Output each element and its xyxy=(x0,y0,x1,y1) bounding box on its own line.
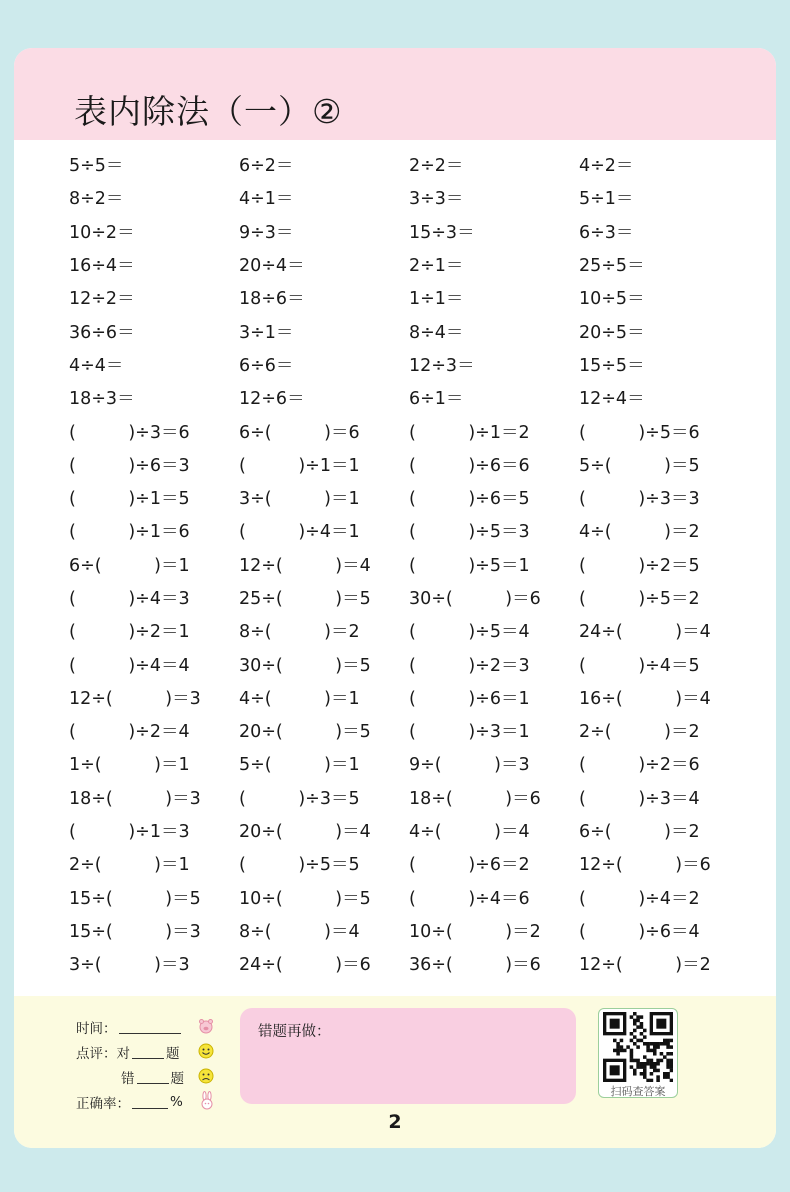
time-line xyxy=(76,1014,184,1039)
score-box xyxy=(76,1014,184,1114)
exercise-item[interactable]: 6÷3＝ xyxy=(579,222,634,243)
exercise-item[interactable]: 8÷( )＝2 xyxy=(239,622,360,643)
exercise-item[interactable]: ( )÷5＝3 xyxy=(409,522,530,543)
redo-box[interactable] xyxy=(240,1008,576,1104)
exercise-item[interactable]: 6÷( )＝2 xyxy=(579,822,700,843)
exercise-item[interactable]: 24÷( )＝4 xyxy=(579,622,711,643)
rabbit-icon xyxy=(200,1091,214,1111)
exercise-item[interactable]: 6÷( )＝6 xyxy=(239,422,360,443)
exercise-item[interactable]: 4÷( )＝1 xyxy=(239,688,360,709)
exercise-item[interactable]: ( )÷6＝4 xyxy=(579,921,700,942)
exercise-row xyxy=(69,881,749,914)
exercise-item[interactable]: ( )÷3＝1 xyxy=(409,722,530,743)
exercise-item[interactable]: 20÷( )＝4 xyxy=(239,822,371,843)
exercise-item[interactable]: 1÷1＝ xyxy=(409,289,464,310)
exercise-row xyxy=(69,814,749,847)
page-number: 2 xyxy=(388,1111,402,1133)
exercise-item[interactable]: 5÷( )＝1 xyxy=(239,755,360,776)
exercise-item[interactable]: 6÷2＝ xyxy=(239,156,294,177)
exercise-item[interactable]: ( )÷4＝3 xyxy=(69,589,190,609)
percent-sign: % xyxy=(170,1093,183,1110)
exercise-item[interactable]: 4÷( )＝2 xyxy=(579,522,700,543)
exercise-item[interactable]: 10÷( )＝5 xyxy=(239,888,371,909)
qr-caption: 扫码查答案 xyxy=(610,1085,666,1098)
exercise-item[interactable]: 3÷( )＝1 xyxy=(239,489,360,510)
exercise-item[interactable]: ( )÷2＝4 xyxy=(69,722,190,743)
exercise-item[interactable]: 4÷( )＝4 xyxy=(409,822,530,843)
exercise-item[interactable]: ( )÷3＝6 xyxy=(69,422,190,443)
worksheet-page xyxy=(14,48,776,1148)
exercise-item[interactable]: 4÷1＝ xyxy=(239,189,294,210)
exercise-item[interactable]: ( )÷5＝5 xyxy=(239,855,360,876)
exercise-item[interactable]: 9÷3＝ xyxy=(239,222,294,243)
exercise-item[interactable]: ( )÷4＝1 xyxy=(239,522,360,543)
exercise-item[interactable]: 18÷6＝ xyxy=(239,289,305,310)
exercise-item[interactable]: 5÷( )＝5 xyxy=(579,455,700,476)
exercise-item[interactable]: ( )÷1＝2 xyxy=(409,422,530,443)
exercise-item[interactable]: 2÷2＝ xyxy=(409,156,464,177)
exercise-item[interactable]: 2÷( )＝2 xyxy=(579,722,700,743)
exercise-item[interactable]: 15÷3＝ xyxy=(409,222,475,243)
exercise-item[interactable]: ( )÷1＝1 xyxy=(239,455,360,476)
exercise-item[interactable]: 12÷4＝ xyxy=(579,389,645,410)
exercise-row xyxy=(69,714,749,747)
exercise-item[interactable]: 15÷( )＝3 xyxy=(69,921,201,942)
exercise-row xyxy=(69,581,749,614)
exercise-item[interactable]: 30÷( )＝6 xyxy=(409,589,541,609)
exercise-item[interactable]: 15÷5＝ xyxy=(579,355,645,376)
exercise-item[interactable]: ( )÷4＝4 xyxy=(69,655,190,676)
exercise-row xyxy=(69,681,749,714)
qr-card[interactable] xyxy=(598,1008,678,1098)
exercise-item[interactable]: ( )÷6＝3 xyxy=(69,455,190,476)
wrong-unit: 题 xyxy=(170,1070,184,1087)
smile-face-icon xyxy=(198,1043,214,1059)
exercise-row xyxy=(69,947,749,980)
exercise-row xyxy=(69,747,749,780)
exercise-item[interactable]: 18÷( )＝6 xyxy=(409,788,541,809)
exercise-item[interactable]: ( )÷2＝6 xyxy=(579,755,700,776)
exercise-row xyxy=(69,847,749,880)
exercise-row xyxy=(69,481,749,514)
exercise-row xyxy=(69,614,749,647)
exercise-item[interactable]: ( )÷2＝5 xyxy=(579,555,700,576)
exercise-item[interactable]: 8÷4＝ xyxy=(409,322,464,343)
exercise-item[interactable]: ( )÷5＝1 xyxy=(409,555,530,576)
sad-face-icon xyxy=(198,1068,214,1084)
exercise-item[interactable]: 4÷4＝ xyxy=(69,355,124,376)
exercise-item[interactable]: 20÷4＝ xyxy=(239,256,305,277)
exercise-row xyxy=(69,314,749,347)
exercise-item[interactable]: 25÷( )＝5 xyxy=(239,589,371,609)
exercise-item[interactable]: 12÷( )＝6 xyxy=(579,855,711,876)
exercise-item[interactable]: 36÷6＝ xyxy=(69,322,135,343)
pig-face-icon xyxy=(198,1018,214,1034)
wrong-label: 错 xyxy=(121,1070,135,1087)
exercise-item[interactable]: ( )÷1＝3 xyxy=(69,822,190,843)
exercise-item[interactable]: 18÷( )＝3 xyxy=(69,788,201,809)
exercise-item[interactable]: 25÷5＝ xyxy=(579,256,645,277)
exercise-item[interactable]: 6÷( )＝1 xyxy=(69,555,190,576)
exercise-item[interactable]: 10÷5＝ xyxy=(579,289,645,310)
exercise-item[interactable]: ( )÷4＝2 xyxy=(579,888,700,909)
exercise-item[interactable]: 3÷1＝ xyxy=(239,322,294,343)
accuracy-label: 正确率： xyxy=(76,1095,130,1112)
exercise-item[interactable]: 10÷( )＝2 xyxy=(409,921,541,942)
exercise-item[interactable]: 5÷5＝ xyxy=(69,156,124,177)
exercise-item[interactable]: ( )÷2＝1 xyxy=(69,622,190,643)
exercise-item[interactable]: 15÷( )＝5 xyxy=(69,888,201,909)
exercise-row xyxy=(69,781,749,814)
wrong-line xyxy=(76,1064,184,1089)
exercise-item[interactable]: ( )÷1＝5 xyxy=(69,489,190,510)
exercise-item[interactable]: 20÷5＝ xyxy=(579,322,645,343)
exercise-item[interactable]: ( )÷4＝5 xyxy=(579,655,700,676)
exercise-item[interactable]: 12÷( )＝4 xyxy=(239,555,371,576)
exercise-row xyxy=(69,215,749,248)
exercise-item[interactable]: 2÷( )＝1 xyxy=(69,855,190,876)
exercise-item[interactable]: 12÷6＝ xyxy=(239,389,305,410)
correct-count-blank[interactable] xyxy=(132,1044,164,1059)
page-title: 表内除法（一）② xyxy=(74,92,343,131)
exercise-item[interactable]: ( )÷3＝3 xyxy=(579,489,700,510)
exercise-item[interactable]: 16÷( )＝4 xyxy=(579,688,711,709)
time-label: 时间： xyxy=(76,1020,117,1037)
exercise-item[interactable]: 30÷( )＝5 xyxy=(239,655,371,676)
exercise-item[interactable]: ( )÷2＝3 xyxy=(409,655,530,676)
exercise-row xyxy=(69,148,749,181)
correct-unit: 题 xyxy=(166,1045,180,1062)
exercise-row xyxy=(69,248,749,281)
exercise-item[interactable]: 12÷3＝ xyxy=(409,355,475,376)
redo-label: 错题再做： xyxy=(258,1024,331,1040)
exercise-item[interactable]: ( )÷5＝6 xyxy=(579,422,700,443)
exercise-row xyxy=(69,414,749,447)
exercise-item[interactable]: 36÷( )＝6 xyxy=(409,955,541,976)
footer-panel xyxy=(14,996,776,1148)
exercise-item[interactable]: 8÷2＝ xyxy=(69,189,124,210)
exercise-row xyxy=(69,647,749,680)
exercise-row xyxy=(69,381,749,414)
exercise-row xyxy=(69,281,749,314)
exercise-item[interactable]: 2÷1＝ xyxy=(409,256,464,277)
exercise-item[interactable]: 12÷( )＝3 xyxy=(69,688,201,709)
exercise-item[interactable]: 4÷2＝ xyxy=(579,156,634,177)
exercise-grid xyxy=(69,148,749,980)
wrong-count-blank[interactable] xyxy=(137,1069,169,1084)
exercise-item[interactable]: ( )÷4＝6 xyxy=(409,888,530,909)
exercise-item[interactable]: ( )÷3＝5 xyxy=(239,788,360,809)
exercise-item[interactable]: 6÷1＝ xyxy=(409,389,464,410)
exercise-item[interactable]: 9÷( )＝3 xyxy=(409,755,530,776)
exercise-row xyxy=(69,548,749,581)
exercise-item[interactable]: 12÷( )＝2 xyxy=(579,955,711,976)
exercise-row xyxy=(69,348,749,381)
comment-label: 点评：对 xyxy=(76,1045,130,1062)
exercise-row xyxy=(69,181,749,214)
exercise-item[interactable]: ( )÷1＝6 xyxy=(69,522,190,543)
exercise-item[interactable]: 6÷6＝ xyxy=(239,355,294,376)
qr-code-icon[interactable] xyxy=(603,1012,673,1082)
exercise-item[interactable]: ( )÷6＝6 xyxy=(409,455,530,476)
time-blank[interactable] xyxy=(119,1019,181,1034)
exercise-item[interactable]: ( )÷3＝4 xyxy=(579,788,700,809)
correct-line xyxy=(76,1039,184,1064)
exercise-row xyxy=(69,514,749,547)
exercise-item[interactable]: 5÷1＝ xyxy=(579,189,634,210)
title-banner xyxy=(14,48,776,140)
exercise-item[interactable]: 1÷( )＝1 xyxy=(69,755,190,776)
exercise-item[interactable]: ( )÷5＝2 xyxy=(579,589,700,609)
exercise-item[interactable]: 16÷4＝ xyxy=(69,256,135,277)
exercise-item[interactable]: 24÷( )＝6 xyxy=(239,955,371,976)
exercise-item[interactable]: ( )÷6＝5 xyxy=(409,489,530,510)
exercise-item[interactable]: 10÷2＝ xyxy=(69,222,135,243)
exercise-item[interactable]: 3÷3＝ xyxy=(409,189,464,210)
exercise-item[interactable]: ( )÷6＝2 xyxy=(409,855,530,876)
exercise-item[interactable]: 8÷( )＝4 xyxy=(239,921,360,942)
accuracy-blank[interactable] xyxy=(132,1094,168,1109)
exercise-item[interactable]: 20÷( )＝5 xyxy=(239,722,371,743)
exercise-item[interactable]: ( )÷6＝1 xyxy=(409,688,530,709)
exercise-item[interactable]: 3÷( )＝3 xyxy=(69,955,190,976)
exercise-row xyxy=(69,914,749,947)
exercise-item[interactable]: ( )÷5＝4 xyxy=(409,622,530,643)
exercise-item[interactable]: 18÷3＝ xyxy=(69,389,135,410)
exercise-item[interactable]: 12÷2＝ xyxy=(69,289,135,310)
exercise-row xyxy=(69,448,749,481)
